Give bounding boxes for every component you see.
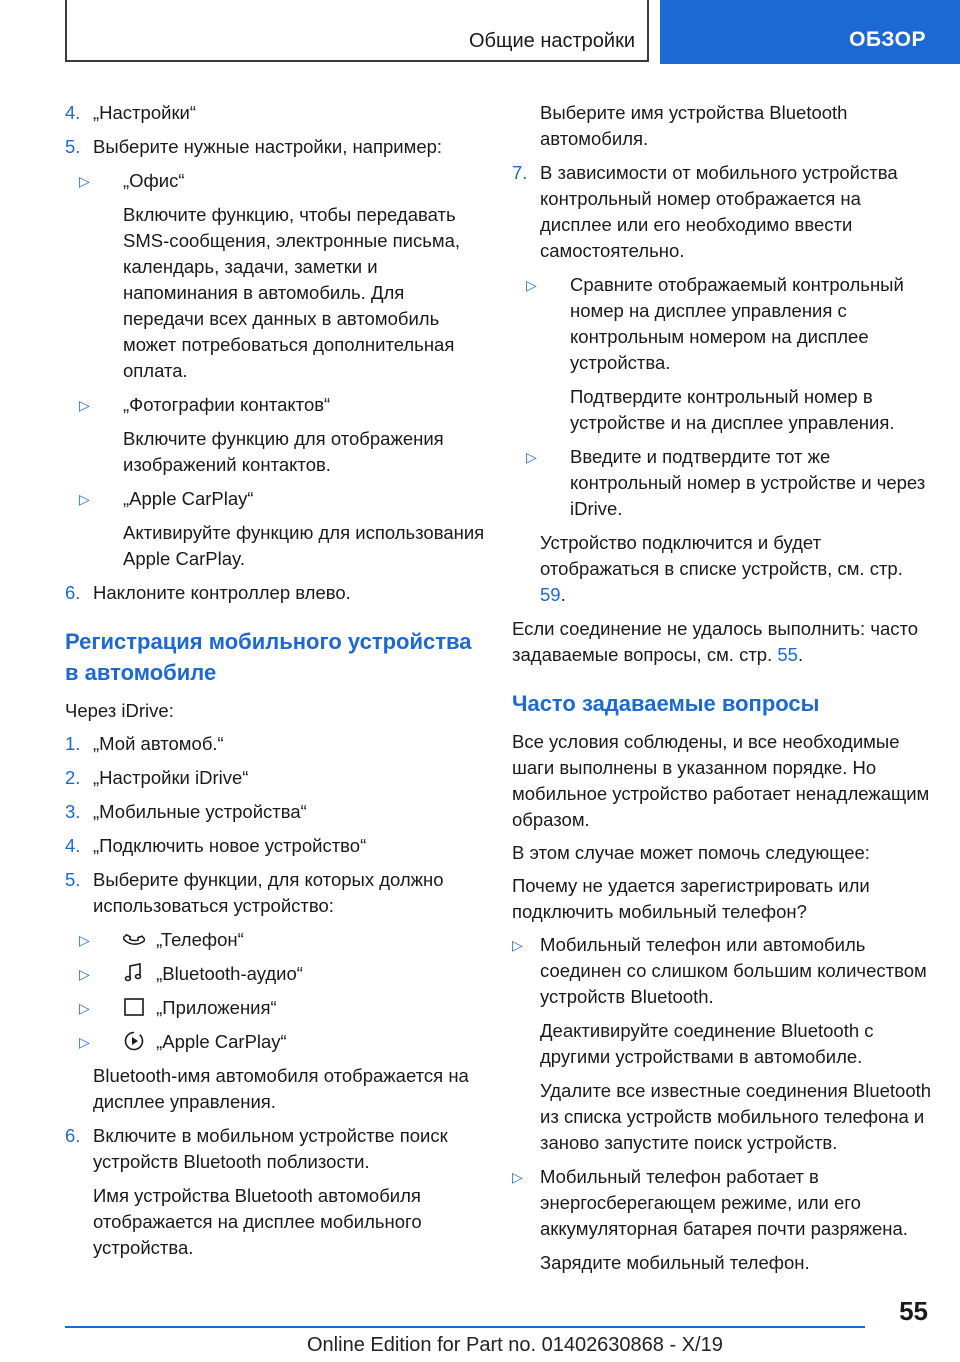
footer-divider <box>65 1326 865 1328</box>
function-phone <box>65 927 485 953</box>
punctuation: . <box>797 644 804 665</box>
fail-text <box>512 616 932 668</box>
select-name-text: Выберите имя устройства Bluetooth автомобиля. <box>540 102 848 149</box>
triangle-bullet-icon: ▷ <box>79 1034 90 1050</box>
triangle-bullet-icon: ▷ <box>79 1000 90 1016</box>
step-text: Наклоните контроллер влево. <box>93 582 351 603</box>
compare-bullet <box>512 272 932 376</box>
step-6 <box>65 580 485 606</box>
bullet-text: Мобильный телефон или автомобиль соединен со слишком большим количеством устройств Bluetooth. <box>540 934 927 1007</box>
reg-step-7 <box>512 160 932 264</box>
section-title: Общие настройки <box>469 30 635 52</box>
step-text: „Настройки“ <box>93 102 197 123</box>
faq-intro: Все условия соблюдены, и все необходимые шаги выполнены в указанном порядке. Но мобильное устройство работает ненадлежащим образом. <box>512 731 930 830</box>
enter-bullet <box>512 444 932 522</box>
faq-question: Почему не удается зарегистрировать или подключить мобильный телефон? <box>512 875 870 922</box>
reg-step-6 <box>65 1123 485 1175</box>
triangle-bullet-icon: ▷ <box>79 173 90 189</box>
reg-step-5 <box>65 867 485 919</box>
option-title: „Офис“ <box>123 170 185 191</box>
carplay-icon <box>123 1030 145 1052</box>
reg-step-3 <box>65 799 485 825</box>
reg-step-1 <box>65 731 485 757</box>
triangle-bullet-icon: ▷ <box>79 491 90 507</box>
triangle-bullet-icon: ▷ <box>512 937 523 953</box>
step-text: „Подключить новое устройство“ <box>93 835 367 856</box>
step-number: 3. <box>65 801 81 822</box>
faq-help: В этом случае может помочь следующее: <box>512 842 870 863</box>
apps-window-icon <box>123 996 145 1018</box>
left-column <box>65 100 485 1269</box>
section-heading: Регистрация мобильного устройства в автомобиле <box>65 629 472 685</box>
faq-bullet-2 <box>512 1164 932 1242</box>
triangle-bullet-icon: ▷ <box>512 1169 523 1185</box>
option-carplay <box>65 486 485 512</box>
triangle-bullet-icon: ▷ <box>79 397 90 413</box>
triangle-bullet-icon: ▷ <box>526 277 537 293</box>
triangle-bullet-icon: ▷ <box>526 449 537 465</box>
bluetooth-name-note: Bluetooth-имя автомобиля отображается на дисплее управления. <box>93 1065 469 1112</box>
step-note: Имя устройства Bluetooth автомобиля отображается на дисплее мобильного устройства. <box>93 1185 422 1258</box>
connected-text-body: Устройство подключится и будет отображаться в списке устройств, см. стр. <box>540 532 903 579</box>
function-apps <box>65 995 485 1021</box>
step-text: „Мобильные устройства“ <box>93 801 307 822</box>
triangle-bullet-icon: ▷ <box>79 932 90 948</box>
step-number: 4. <box>65 835 81 856</box>
page-link-59[interactable]: 59 <box>540 584 561 605</box>
step-number: 5. <box>65 136 81 157</box>
music-note-icon <box>123 962 145 984</box>
faq-answer: Зарядите мобильный телефон. <box>540 1252 810 1273</box>
bullet-text: Мобильный телефон работает в энергосберегающем режиме, или его аккумуляторная батарея почти разряжена. <box>540 1166 908 1239</box>
connected-text <box>512 530 932 608</box>
bullet-text: Введите и подтвердите тот же контрольный номер в устройстве и через iDrive. <box>570 446 926 519</box>
punctuation: . <box>560 584 566 605</box>
step-text: „Настройки iDrive“ <box>93 767 249 788</box>
overview-tab-label: ОБЗОР <box>849 28 926 51</box>
option-office <box>65 168 485 194</box>
option-title: „Apple CarPlay“ <box>123 488 254 509</box>
step-text: Выберите нужные настройки, например: <box>93 136 443 157</box>
via-idrive: Через iDrive: <box>65 700 174 721</box>
faq-answer: Деактивируйте соединение Bluetooth с другими устройствами в автомобиле. <box>540 1020 874 1067</box>
step-number: 2. <box>65 767 81 788</box>
function-label: „Apple CarPlay“ <box>156 1031 287 1052</box>
faq-bullet-1 <box>512 932 932 1010</box>
option-title: „Фотографии контактов“ <box>123 394 331 415</box>
option-photos <box>65 392 485 418</box>
right-column <box>512 100 932 1284</box>
faq-answer: Удалите все известные соединения Bluetooth из списка устройств мобильного телефона и заново запустите поиск устройств. <box>540 1080 932 1153</box>
option-description: Активируйте функцию для использования Apple CarPlay. <box>123 522 485 569</box>
step-4 <box>65 100 485 126</box>
step-number: 6. <box>65 582 81 603</box>
option-description: Включите функцию, чтобы передавать SMS-сообщения, электронные письма, календарь, задачи, заметки и напоминания в автомобиль. Для передачи всех данных в автомобиль может потребоваться дополнительная оплата. <box>123 204 461 381</box>
step-text: Включите в мобильном устройстве поиск устройств Bluetooth поблизости. <box>93 1125 448 1172</box>
function-bt-audio <box>65 961 485 987</box>
step-5 <box>65 134 485 160</box>
reg-step-2 <box>65 765 485 791</box>
step-number: 1. <box>65 733 81 754</box>
confirm-text: Подтвердите контрольный номер в устройстве и на дисплее управления. <box>570 386 895 433</box>
step-text: В зависимости от мобильного устройства контрольный номер отображается на дисплее или его необходимо ввести самостоятельно. <box>540 162 898 261</box>
option-description: Включите функцию для отображения изображений контактов. <box>123 428 444 475</box>
step-number: 7. <box>512 162 528 183</box>
bullet-text: Сравните отображаемый контрольный номер на дисплее управления с контрольным номером на дисплее устройства. <box>570 274 904 373</box>
overview-tab[interactable] <box>660 0 960 64</box>
step-number: 5. <box>65 869 81 890</box>
step-number: 4. <box>65 102 81 123</box>
page-link-55[interactable]: 55 <box>777 644 798 665</box>
step-number: 6. <box>65 1125 81 1146</box>
function-carplay <box>65 1029 485 1055</box>
reg-step-4 <box>65 833 485 859</box>
fail-text-body: Если соединение не удалось выполнить: часто задаваемые вопросы, см. стр. <box>512 618 919 665</box>
faq-heading: Часто задаваемые вопросы <box>512 691 820 716</box>
step-text: Выберите функции, для которых должно использоваться устройство: <box>93 869 444 916</box>
function-label: „Bluetooth-аудио“ <box>156 963 303 984</box>
step-text: „Мой автомоб.“ <box>93 733 224 754</box>
phone-icon <box>123 928 145 950</box>
page-number: 55 <box>899 1296 928 1326</box>
function-label: „Телефон“ <box>156 929 244 950</box>
header-frame <box>65 0 649 62</box>
function-label: „Приложения“ <box>156 997 277 1018</box>
triangle-bullet-icon: ▷ <box>79 966 90 982</box>
edition-footer: Online Edition for Part no. 01402630868 - X/19 <box>307 1334 723 1356</box>
